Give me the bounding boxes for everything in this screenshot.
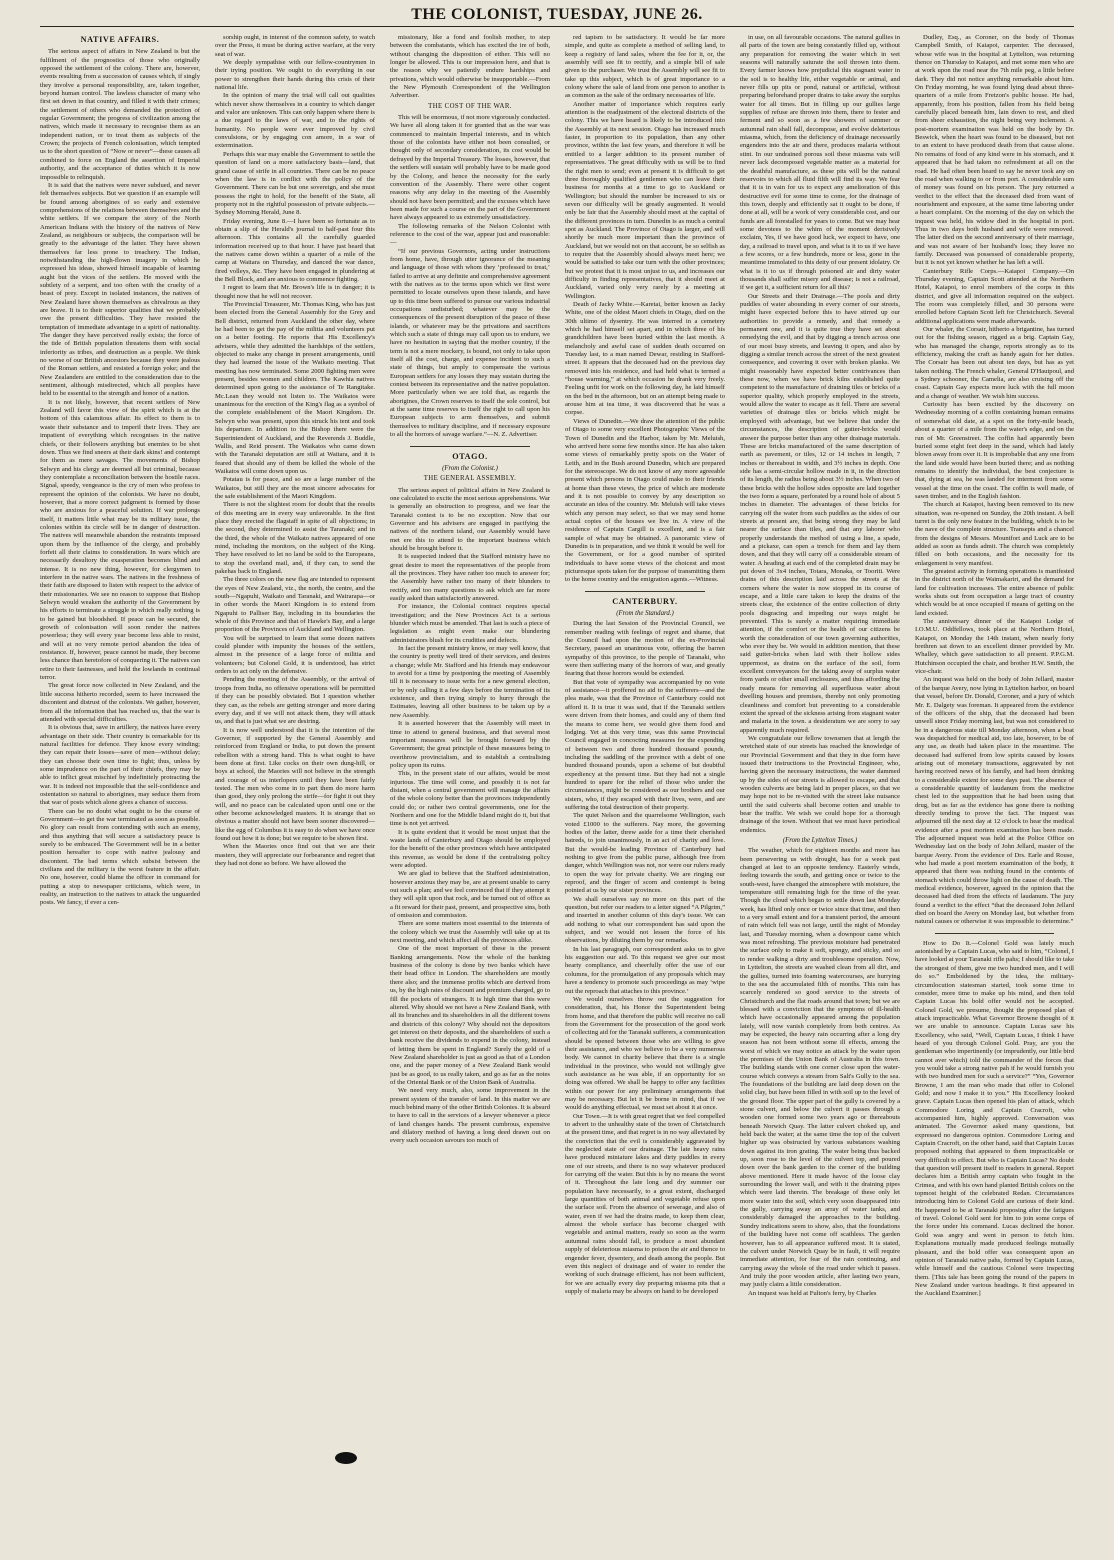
paragraph: We deeply sympathise with our fellow-countrymen in their trying position. We ought to do everything in our power to strengthen their hands during this crisis of their national life. — [215, 59, 375, 92]
ink-blot — [335, 1452, 357, 1464]
paragraph: How to Do It.—Colonel Gold was lately much astonished by a Captain Lucas, who said to him, “Colonel, I have looked at your Taranaki rifle pahs; I should like to take the strongest of them, give me two hundred men, and I will do so.” Emboldened by the idea, the military-circumlocution statesman started, took some time to consider, more time to make up his mind, and then told Captain Lucas his bold offer would not be accepted. Colonel Gold, we presume, thought the proposed plan of attack impracticable. What Governor Browne thought of it we are unable to announce. Captain Lucas saw his Excellency, who said, “Well, Captain Lucas, I think I have heard of you through Colonel Gold. Pray, are you the gentleman who impertinently (or imprudently, our little bird cannot aver which) told the commander of the forces that you would take a strong native pah if he would furnish you with two hundred men for such a service?” “Yes, Governor Browne, I am the man who made that offer to Colonel Gold; and now I make it to you.” His Excellency looked grave. Captain Lucas then opened his plan of attack, which Commodore Loring and Captain Cracroft, who accompanied him, highly approved. Conversation was animated. The Governor asked many questions, but expressed no dangerous opinion. Commodore Loring and Captain Cracroft, on the other hand, said that Captain Lucas proposed nothing that appeared to them impracticable or very difficult to effect. But who is Captain Lucas? No doubt that question will present itself to readers in general. Report declares him a British army captain who fought in the Crimea, and with his own hand planted British colors on the topmost height of the celebrated Redan. Circumstances introducing him to Colonel Gold are curious of their kind. He happened to be at Taranaki proposing after the fatigues of travel. Colonel Gold sent for him to join some corps of the force under his command. Lucas declined the honor. Gold was angry and went in person to fetch him. Explanations mutually made produced feelings mutually pleasant, and the bold offer was consequent upon an opinion of Taranaki native pahs, formed by Captain Lucas, while himself and the cautious Colonel were inspecting them. [This tale has been going the round of the papers in New Zealand under various headings. It first appeared in the Auckland Examiner.] — [915, 939, 1074, 1298]
paragraph: The quiet Nelson and the quarrelsome Wellington, each voted £1000 to the sufferers. Nay more, the governing bodies of the latter, threw aside for a time their cherished hatreds, to join unanimously, in an act of charity and love. But the would-be leading Province of Canterbury had nothing to give from the public purse, although free from danger, which Wellington was not, nor were our rulers ready to open the way for private charity. We are ringing our reproof, and the finger of scorn and contempt is being pointed at us by our sister provinces. — [565, 812, 725, 895]
paragraph: Our whaler, the Corsair, hitherto a brigantine, has turned out for the fishing season, rigged as a brig. Captain Gay, who has managed the change, reports strongly as to its efficiency, making the craft as handy again for her duties. The Corsair has been out about ten days, but has as yet taken nothing. The French whaler, General D'Hautpoul, and a Sydney schooner, the Camelia, are also cruising off the coast. Captain Gay expects more luck with the full moon and a change of weather. We wish him success. — [915, 326, 1074, 400]
paragraph: The great force now collected in New Zealand, and the little success hitherto recorded, seem to have increased the discontent and distrust of the colonists. We gather, however, from all the information that has reached us, that the war is attended with special difficulties. — [40, 682, 200, 723]
paragraph: One of the most important of these is the present Banking arrangements. Now the whole of the banking business of the colony is done by two banks which have their head office in London. The shareholders are mostly there also; and the immense profits which are derived from us, by the high rates of discount and premium charged, go to fill the pockets of strangers. It is high time that this were altered. Why should we not have a New Zealand Bank, with all its branches and its shareholders in all the different towns and districts of this colony? Why should not the depositors get interest on their deposits, and the shareholders of such a bank receive the dividends to expend in the colony, instead of letting them be spent in England? Surely the gold of a New Zealand shareholder is just as good as that of a London one, and the paper money of a New Zealand Bank would just be as good, to us really taken, and go as far as the notes of the Oriental Bank or of the Union Bank of Australia. — [390, 945, 550, 1086]
paragraph: It is quite evident that it would be most unjust that the waste lands of Canterbury and Otago should be employed for the benefit of the other provinces which have anticipated this revenue, as would be done if the centralising policy were adopted. — [390, 828, 550, 869]
paragraph: Curiosity has been excited by the discovery on Wednesday morning of a coffin containing human remains of somewhat old date, at a spot on the forty-mile beach, about a quarter of a mile from the water's edge, and on the run of Mr. Greenstreet. The coffin had apparently been buried some eight feet deep in the sand, which had lately blown away from over it. It is improbable that any one from the land side would have been buried there; and as nothing remains to identify the individual, the best conjecture is that, dying at sea, he was landed for interment from some vessel at the time on the coast. The coffin is well made, of sawn timber, and in the English fashion. — [915, 401, 1074, 500]
paragraph: In the opinion of many the trial will call out qualities which never show themselves in a country to which danger and valor are unknown. This can only happen where there is a due regard to the laws of war, and to the rights of humanity. No people were ever improved by civil convulsions, or by engaging con amore, in a war of extermination. — [215, 92, 375, 150]
paragraph: Perhaps this war may enable the Government to settle the question of land on a more satisfactory basis—land, that grand cause of strife in all countries. There can be no peace when the law is in conflict with the policy of the Government. There can be but one sovereign, and she must possess the right to hold, for the benefit of the State, all property not in the rightful possession of private subjects.—Sydney Morning Herald, June 8. — [215, 150, 375, 217]
columns — [40, 34, 1074, 1550]
paragraph: The serious aspect of political affairs in New Zealand is one calculated to excite the most serious apprehensions. War is generally an obstruction to progress, and we fear the Taranaki contest is to be no exception. Now that our Governor and his advisers are engaged in pacifying the natives of the northern island, our Assembly would have met ere this to attend to the important business which should be brought before it. — [390, 486, 550, 552]
column-4 — [565, 34, 725, 1550]
paragraph: For instance, the Colonial contract requires special investigation; and the New Provinces Act is a serious blunder which must be amended. That last is such a piece of legislation as might even make our blundering administrators blush for its crudities and defects. — [390, 603, 550, 644]
article-heading-otago: OTAGO. — [452, 451, 488, 461]
paragraph: It is said that the natives were never subdued, and never felt themselves subjects. But we question if an example will be found among aborigines of so early and extensive comprehensions of the relations between themselves and the white settlers. If we compare the story of the North American Indians with the history of the natives of New Zealand, as neighbours or subjects, the comparison will be greatly to the advantage of the latter. They have shown themselves far less prone to treachery. The Indian, notwithstanding the high-flown imagery in which he expressed his ideas, showed himself incapable of learning aught but the vices of the settlers. He moved with the subtlety of a serpent, and too often with the cruelty of a beast of prey. Except in isolated instances, the natives of New Zealand have shown themselves as chivalrous as they are brave. It is to their superior qualities that we probably owe the present difficulties. They have resisted the temptation of immediate advantage in a spirit of nationality. The danger they have perceived really exists; the force of the tide of British population threatens them with social inferiority as tribes, and destruction as a people. We think no worse of our British ancestors because they were jealous of the Roman settlers, and resisted a foreign yoke; and the New Zealanders are entitled to the consideration due to the sentiment, although misdirected, which all peoples have held to be essential to the strength and honor of a nation. — [40, 181, 200, 398]
paragraph: We are glad to believe that the Stafford administration, however anxious they may be, are at present unable to carry out such a plan; and we feel convinced that if they attempt it they will split upon that rock, and be turned out of office as a fit reward for their past, present, and prospective sins, both of omission and commission. — [390, 870, 550, 920]
paragraph: It is obvious that, save in artillery, the natives have every advantage on their side. Their country is remarkable for its natural facilities for defence. They know every winding; they can repair their losses—save of men—without delay; they can choose their own time to fight; thus, unless by some imprudence on the part of their chiefs, they may be able to inflict great mischief by indefinitely protracting the war. It is indeed not impossible that the self-confidence and ostentation so natural to aborigines, may seduce them from that war of posts which alone gives a chance of success. — [40, 724, 200, 807]
paragraph: missionary, like a fond and foolish mother, to step between the combatants, which has excited the ire of both, without changing the disposition of either. This will no longer be allowed. This is our impression here, and that is the reason why we patiently endure hardships and privations, which would otherwise be insupportable.—From the New Plymouth Correspondent of the Wellington Advertiser. — [390, 34, 550, 100]
masthead: THE COLONIST, TUESDAY, JUNE 26. — [40, 6, 1074, 27]
paragraph: It is suspected indeed that the Stafford ministry have no great desire to meet the representatives of the people from all the provinces. They have rather too much to answer for; the Assembly have rather too many of their blunders to rectify, and too many questions to ask which are far more easily asked than satisfactorily answered. — [390, 553, 550, 602]
paragraph: Our Town.—It is with great regret that we feel compelled to advert to the unhealthy state of the town of Christchurch at the present time, and that regret is in no way alleviated by the conviction that the evil is considerably aggravated by the neglected state of our drainage. The late heavy rains have produced miniature lakes and dirty puddles in every one of our streets, and there is no way whatever produced for carrying off the water. But this is by no means the worst of it. Throughout the late long and dry summer our population have necessarily, to a great extent, discharged large quantities of both animal and vegetable refuse upon the surface soil. From the absence of sewerage, and also of water, even if we had the drains made, to keep them clear, almost the whole surface has become charged with vegetable and animal matters, ready so soon as the warm autumnal rains should fall, to produce a most abundant supply of deleterious miasma to poison the air and thence to engender fever, dysentery, and death among the people. But even this neglect of drainage and of water to render the working of such drainage efficient, has not been sufficient, for we are actually every day preparing miasma pits that a supply of malaria may be always on hand to be developed — [565, 1112, 725, 1295]
paragraph: The Provincial Treasurer, Mr. Thomas King, who has just been elected from the General Assembly for the Grey and Bell district, returned from Auckland the other day, where he had been to get the pay of the militia and volunteers put on a better footing. He reports that His Excellency's advisers, while they admitted the hardships of the settlers, objected to make any change in present arrangements, until they had learned the issue of the Waikato meeting. That meeting has now terminated. Some 2000 fighting men were present, besides women and children. The Kawhia natives determined upon going to the assistance of Te Rangitake. Mc.Lean they would not listen to. The Waikatos were unanimous for the erection of the King's flag as a symbol of the complete establishment of the Maori Kingdom. Dr. Selwyn who was present, upon this struck his tent and took his departure. In addition to the Bishop there were the Superintendent of Auckland, and the Reverends J. Buddle, Wallis, and Reid present. The Waikatos who came down with the Taranaki deputation are still at Waitara, and it is feared that should any of them be killed the whole of the Waikatos will come down upon us. — [215, 301, 375, 475]
paragraph: You will be surprised to learn that some dozen natives could plunder with impunity the houses of the settlers, almost in the presence of a large force of militia and volunteers; but Colonel Gold, it is understood, has strict orders to act only on the defensive. — [215, 634, 375, 676]
paragraph: The anniversary dinner of the Kaiapoi Lodge of I.O.M.U. Oddfellows, took place at the Northern Hotel, Kaiapoi, on Monday the 14th instant, when nearly forty brethren sat down to an excellent dinner provided by Mr. Whalley, which gave satisfaction to all present. P.P.G.M. Hutchinson occupied the chair, and brother H.W. Smith, the vice-chair. — [915, 618, 1074, 676]
paragraph: Views of Dunedin.—We draw the attention of the public of Otago to some very excellent Photographic Views of the Town of Dunedin and the Harbor, taken by Mr. Meluish, who arrived here some few months since. He has also taken some views of remarkably pretty spots on the Water of Leith, and in the Bush around Dunedin, which are prepared for the stereoscope. We do not know of any more agreeable present which persons in Otago could make to their friends at home than these views, the price of which are moderate and it is not possible to convey by any description so accurate an idea of the country. Mr. Meluish will take views which any person may select, so that we may send home actual copies of the houses we live in. A view of the residence of Captain Cargill is excellent, and is a fair sample of what may be obtained. A panoramic view of Dunedin is in preparation, and we think it would be well for the Government, or for a good number of spirited individuals to have some views of the choicest and most picturesque spots taken for the purpose of transmitting them to the home country and the emigration agents.—Witness. — [565, 417, 725, 584]
section-separator — [935, 933, 1054, 934]
last-line: An inquest was held at Fulton's ferry, by Charles — [748, 1289, 877, 1297]
column-6 — [915, 34, 1074, 1550]
paragraph: It is not likely, however, that recent settlers of New Zealand will favor this view of the spirit which is at the bottom of this calamitous affair. Its effect to them is to waste their substance and to imperil their lives. They are impatient of everything which recognises in the native chiefs, or their followers anything but enemies to be shot down. Thus we find sneers at their dark skins! and contempt for them as mere savages. The movements of Bishop Selwyn and his clergy are deemed all but criminal, because they contemplate a reconciliation between the hostile races. Signal, speedy, vengeance is the cry of men who profess to represent the opinion of the colonists. We have no doubt, however, that a more correct judgment is formed by those who are anxious for a peaceful solution. If war prolongs itself, it matters little what may be its military issue, the colonies within its circle will be in danger of destruction. The natives will meanwhile abandon the restraints imposed upon them by the influence of the clergy, and probably forfeit all their claims to consideration. In wars which are necessarily desultory the exasperation becomes blind and intense. It is no new thing, however, for clergymen to interfere in the native wars. The natives in the freshness of their faith are disposed to listen with respect to the advice of their missionaries. We see no reason to suppose that Bishop Selwyn would weaken the authority of the Government by his efforts to terminate a struggle in which really nothing is to be gained but bloodshed. If peace can be secured, the growth of colonisation will soon render the natives powerless; they will every year become less able to resist, and will at no very remote period abandon the idea of resistance. If, however, peace cannot be made, they become less chance than heretofore of conquering it. The natives can retire to their fastnesses, and hold the lowlands in continual terror. — [40, 398, 200, 682]
column-5 — [740, 34, 900, 1550]
paragraph: The church at Kaiapoi, having been removed to its new situation, was re-opened on Sunday, the 20th instant. A bell turret is the only new feature in the building, which is to be the nave of the complete structure. Transepts and a chancel from the designs of Messrs. Mountfort and Luck are to be added as soon as funds admit. The church was completely filled on both occasions, and the necessity for its enlargement is very manifest. — [915, 501, 1074, 567]
section-title-cost-of-war: THE COST OF THE WAR. — [428, 102, 512, 110]
section-title-general-assembly: THE GENERAL ASSEMBLY. — [423, 475, 517, 483]
source-credit: (From the Colonist.) — [442, 464, 498, 472]
article-heading-native-affairs: NATIVE AFFAIRS. — [80, 35, 160, 44]
paragraph: During the last Session of the Provincial Council, we remember reading with feelings of regret and shame, that the Council had upon the motion of the ex-Provincial Secretary, passed an unanimous vote, offering the barren sympathy of this province, to the people of Taranaki, who were then suffering many of the horrors of war, and greatly fearing that those horrors would be extended. — [565, 620, 725, 678]
article-heading-canterbury: CANTERBURY. — [612, 596, 678, 606]
paragraph: Dudley, Esq., as Coroner, on the body of Thomas Campbell Smith, of Kaiapoi, carpenter. The deceased, whose wife was in the hospital at Lyttelton, was returning thence on Thursday to Kaiapoi, and met some men who are at work upon the road near the 7th mile peg, a little before dark. They did not notice anything remarkable about him. On Friday morning, he was found lying dead about three-quarters of a mile from Fretzon's public house. He had, apparently, from his position, fallen from his field being carefully placed beneath him, lain down to rest, and died from sheer exhaustion, the night being very inclement. A post-mortem examination was held on the body by Dr. Beswick, when the heart was found to be diseased, but not to an extent to have produced death from that cause alone. No remains of food of any kind were in his stomach, and it appeared that he had taken no refreshment at all on the road. He had often been heard to say he never took any on the road when walking to or from port. A considerable sum of money was found on his person. The jury returned a verdict to the effect that the deceased died from want of nourishment and exposure, at the same time laboring under a heart complaint. On the morning of the day on which the inquest was held, his widow died in the hospital in port. Thus in two days both husband and wife were removed. The latter died on the second anniversary of their marriage, and was not aware of her husband's loss; they leave no family. Deceased was possessed of considerable property, but it is not yet known whether he has left a will. — [915, 34, 1074, 267]
paragraph: Pending the meeting of the Assembly, or the arrival of troops from India, no offensive operations will be permitted if they can be possibly obviated. But I question whether they can, as the rebels are getting stronger and more daring every day, and if we will not attack them, they will attack us, and that is just what we are desiring. — [215, 676, 375, 726]
paragraph: Potatau is for peace, and so are a large number of the Waikatos, but still they are the most sincere advocates for the safe establishment of the Maori Kingdom. — [215, 476, 375, 500]
paragraph: In his last paragraph, our correspondent asks us to give his suggestion our aid. To this request we give our most hearty compliance, and cheerfully offer the use of our columns, for the promulgation of any proposals which may have a tendency to promote such proceedings as may ‘wipe out the reproach that attaches to this province.’ — [565, 945, 725, 995]
paragraph: sorship ought, in interest of the common safety, to watch over the Press, it must be during active warfare, at the very seat of war. — [215, 34, 375, 58]
paragraph: The following remarks of the Nelson Colonist with reference to the cost of the war, appear just and reasonable:— — [390, 222, 550, 247]
paragraph: There are some matters most essential to the interests of the colony which we trust the Assembly will take up at its next meeting, and which affect all the provinces alike. — [390, 920, 550, 945]
column-2 — [215, 34, 375, 1550]
section-separator — [585, 591, 705, 592]
paragraph: The serious aspect of affairs in New Zealand is but the fulfilment of the prognostics of those who originally opposed the settlement of the colony. There are, however, events resulting from a succession of causes which, if singly they involve a personal responsibility, are, taken together, beyond human control. The lawless character of many who first set down in that country, and filled it with their crimes; the settlement of others who demanded the protection of regular Government; the progress of civilization among the natives, which made it necessary to recognise them as an independent nation, or to treat them as subjects of the Crown; the projects of French colonisation, which tempted us to the short question of “Now or never”—these causes all combined to force on England the assertion of Imperial authority, and the acceptance of duties which it is now impossible to relinquish. — [40, 48, 200, 181]
paragraph: We shall ourselves say no more on this part of the question, but refer our readers to a letter signed “A Pilgrim,” and inserted in another column of this day's issue. We can add nothing to what our correspondent has said upon the subject, and we would not lessen the force of his observations, by diluting them by our remarks. — [565, 895, 725, 945]
paragraph: Our Streets and their Drainage.—The pools and dirty puddles of water abounding in every corner of our streets, might have expected before this to have stirred up our authorities to provide a remedy, and that remedy a permanent one, and it is quite true they have set about remedying the evil, and that by digging a trench across one of our most busy streets, and leaving it open, and also by digging a similar trench across the street of the next greatest consequence, and covering it over with broken planks. We might reasonably have expected better contrivances than these now, when we have brick kilns established quite competent to the manufacture of draining tiles or bricks of a superior quality, which properly employed in the streets, would allow the water to escape as it fell. There are several varieties of drainage tiles or bricks which might be employed with advantage, but we believe that under the circumstances, the description of gutter-bricks would answer the purpose better than any other drainage materials. These are bricks manufactured of the same description of earth as pavement, or tiles, 12 or 14 inches in length, 7 inches or thereabout in width, and 3½ inches in depth. One side has a semi-circular hollow made in it, in the direction of its length, the radius being about 3½ inches. When two of these bricks with the hollow sides opposite are laid together the two form a square, perforated by a round hole of about 5 inches in diameter. The advantages of these bricks for carrying off the water from such puddles as the sides of our streets at present are, that being strong they may be laid nearer the surface than tiles, and that any laborer who properly understands the method of using a line, a spade, and a pickaxe, can open a trench for them and lay them down, and that they will carry off a considerable stream of water. A heading at each end of the completed drain may be put down of 3x4 inches, Totara, Monaka, or Tooriti. Were drains of this description laid across the streets at the corners where the water is now stopped in its course of escape, and a little care taken to keep the drains of the streets clear, the existence of the entire collection of dirty pools disgracing and impeding our ways might be prevented. This is surely a matter requiring immediate attention, if the comfort or the health of our citizens be worth the consideration of our town governing authorities, who ever they be. We would in addition mention, that these said gutter-bricks when laid with their hollow sides uppermost, as drains on the surface of the soil, form excellent conveyances for the taking away of surplus water from yards or other small enclosures, and thus affording the ready means for removing all superfluous water about dwelling houses and premises, thereby not only promoting cleanliness and comfort but preventing to a considerable extent the spread of the sickness arising from stagnant water and malaria in the town. a desideratum we are sorry to say apparently much required. — [740, 292, 900, 734]
paragraph: “If our previous Governors, acting under instructions from home, have, through utter ignorance of the meaning and language of those with whom they ‘professed to treat,’ failed to arrive at any definite and comprehensive agreement with the natives as to the terms upon which we first were permitted to locate ourselves upon these islands, and have up to this time been suffered to pursue our various industrial occupations undisturbed; whatever may be the consequences of the present disruption of the peace of these islands, or whatever may be the privations and sacrifices which such a state of things may call upon us to endure, we have no hesitation in saying that the mother country, if the term is not a mere mockery, is bound, not only to take upon itself all the cost, charge, and expense incident to such a state of things, but amply to compensate the various European settlers for any losses they may sustain during the contest between its representative and the native population. More particularly when we are told that, as regards the aborigines, the Crown reserves to itself the sole control, but at the same time reserves to itself the right to call upon his European subjects to arm themselves, and submit themselves to military discipline, and if necessary exposure to all the horrors of savage warfare.”—N. Z. Advertiser. — [390, 247, 550, 439]
source-credit: (From the Standard.) — [616, 610, 674, 618]
column-1 — [40, 34, 200, 1550]
paragraph: There can be no doubt what ought to be the course of Government—to get the war terminated as soon as possible. No glory can result from contending with such an enemy, and thus anything that will secure a satisfactory peace is surely to be embraced. The Government will be in a better position hereafter to cope with native jealousy and discontent. The bad terms which subsist between the civilians and the military is the worst feature in the affair. No one, however, could blame the officer in command for putting a stop to newspaper criticisms, which were, in reality, an instruction to the natives to attack the unguarded posts. We fancy, if ever a cen- — [40, 807, 200, 907]
paragraph: There is not the slightest room for doubt that the results of this meeting are in every way unfavorable. In the first place they erected the flagstaff in spite of all objections; in the second, they determined to assist the Taranaki; and in the third, the whole of the Waikato natives appeared of one mind, including the monitors, on the subject of the King. They have resolved to let no land be sold to the Europeans, to stop the overland mail, and, if they can, to send the pakehas back to England. — [215, 501, 375, 575]
source-credit: (From the Lyttelton Times.) — [782, 837, 858, 844]
paragraph: This will be enormous, if not more vigorously conducted. We have all along taken it for granted that as the war was commenced to maintain Imperial interests, and in which those of the colonists have either not been consulted, or thought only of secondary consideration, its cost would be defrayed by the Imperial Treasury. The losses, however, that the settlers will sustain will probably have to be made good by the Colony, and hence the necessity for the early convention of the Assembly. There were other cogent reasons why any delay in the meeting of the Assembly should not have been permitted; and the excuses which have been made for such a course on the part of the Government have always appeared to us extremely unsatisfactory. — [390, 114, 550, 222]
paragraph: Canterbury Rifle Corps.—Kaiapoi Company.—On Thursday evening, Captain Scott attended at the Northern Hotel, Kaiapoi, to enrol members of the corps in this district, and give all information required on the subject. The room was completely filled, and 30 persons were enrolled before Captain Scott left for Christchurch. Several additional applications were made afterwards. — [915, 267, 1074, 325]
paragraph: red tapism to be satisfactory. It would be far more simple, and quite as complete a method of selling land, to keep a registry of land sales, where the fee for it, or, the assembly will see fit to rectify, and a simple bill of sale given to the purchaser. We trust the Assembly will see fit to take up this subject, which is of great importance to a colony where the sale of land from one person to another is as common as the sale of the ordinary necessaries of life. — [565, 34, 725, 100]
paragraph: Friday evening, June 8.—I have been so fortunate as to obtain a slip of the Herald's journal to half-past four this afternoon. This contains all the carefully guarded information received up to that hour. I have just heard that the natives came down within a quarter of a mile of the camp at Waitara on Thursday, and danced the war dance, fired volleys, &c. They have been engaged in plundering at the Bell Block, and are anxious to commence fighting. — [215, 217, 375, 283]
paragraph: We would ourselves throw out the suggestion for consideration, that, his Honor the Superintendent being from home, and that therefore the public will receive no call from the Government for the prosecution of the good work of collecting aid for the Taranaki sufferers, a communication should be opened between those who are willing to give their assistance, and who we believe to be a very numerous body. We cannot in charity believe that there is a single individual in the province, who would not willingly give such assistance as he was able, if an opportunity for so doing was offered. We shall be happy to offer any facilities within our power for any preliminary arrangements that may be necessary. But let it be borne in mind, that if we would do anything effectual, we must set about it at once. — [565, 995, 725, 1112]
paragraph: It is now well understood that it is the intention of the Governor, if supported by the General Assembly and reinforced from England or India, to put down the present rebellion with a strong hand. This is what ought to have been done at first. Like cocks on their own dung-hill, or boys at school, the Maories will not believe in the strength and courage of us interlopers until they have been fairly tested. The men who come in to part them do more harm than good, they only prolong the strife—for fight it out they will, and no peace can be calculated upon until one or the other become acknowledged masters. It is strange that so obvious a matter should not have been sooner discovered—like the egg of Columbus it is easy to do when we have once found out how it is done; but we require to be shown first. — [215, 726, 375, 842]
paragraph: in use, on all favourable occasions. The natural gullies in all parts of the town are being constantly filled up, without any preparation for removing the water which in wet seasons will naturally saturate the soil thrown into them. Every farmer knows how prejudicial this stagnant water in the soil is to healthy life, either vegetable or animal, and never fills up pits or pond, natural or artificial, without preparing beforehand proper drains to take away the surplus water for all times. But in filling up our gullies large supplies of refuse are thrown into them, there to fester and ferment and so soon as a few showers of summer or autumnal rain shall fall, decompose, and evolve deleterious miasma, which, from the deficiency of drainage necessarily engenders into the air and there, produces malaria without stint. In our undrained porous soil these miasma vats will never lack decomposed vegetable matter as a material for the deathful manufacture, as these pits will be the natural reservoirs to which all fluid filth will find its way. We fear that it is in vain for us to expect any amelioration of this destructive evil for some time to come, for the drainage of this town, deeply and efficiently sat it ought to be done, if done at all, will be a work of very considerable cost, and our funds are all forestalled for years to come. But we may hear some devotees to the whim of the moment derisively exclaim, Yes, if we have good luck, we expect to have, one day, a railroad to travel upon, and what is it to us if we have a few scores, or a few hundreds, more or less, gone in the meantime immolated to this deity of our present idolatry. Or what is it to us if through poisoned air and dirty water thousands shall suffer misery and disease; is not a railroad, if we get it, a sufficient return for all this? — [740, 34, 900, 292]
paragraph: In fact the present ministry know, or may well know, that the country is pretty well tired of their services, and desires a change; while Mr. Stafford and his friends may endeavour to avoid for a time by postponing the meeting of Assembly till it is necessary to issue writs for a new general election, or by only calling it a few days before the termination of its existence, and then trying simply to hurry through the Estimates, leaving all other business to be taken up by a new Assembly. — [390, 645, 550, 719]
paragraph: This, in the present state of our affairs, would be most injurious. The time will come, and possibly it is not far distant, when a central government will manage the affairs of the whole colony better than the provinces independently could do; or rather two central governments, one for the Northern and one for the Middle Island might do it, but that time is not yet arrived. — [390, 770, 550, 828]
section-separator — [410, 446, 530, 447]
paragraph: The three colors on the new flag are intended to represent the eyes of New Zealand, viz., the north, the centre, and the south—Ngapuhi, Waikato and Taranaki, and Wairarapa—or in other words the Maori Kingdom is to extend from Ngapuhi to Palliser Bay, including in its boundaries the whole of this Province and that of Hawke's Bay, and a large proportion of the Provinces of Auckland and Wellington. — [215, 576, 375, 634]
paragraph: An inquest was held on the body of John Jellard, master of the barque Avery, now lying in Lyttelton harbor, on board that vessel, before Dr. Donald, Coroner, and a jury of which Mr. E. Dalgety was foreman. It appeared from the evidence of the officers of the ship, that the deceased had been unwell since Friday morning last, but was not considered to be in a dangerous state till Monday afternoon, when a boat was despatched for medical aid, too late, however, to be of any use, as death had taken place in the meantime. The deceased had suffered from low spirits caused by losses arising out of monetary transactions, aggravated by not having received news of his family, and had been drinking to a considerable extent for some days past. The absence of a considerable quantity of laudanum from the medicine chest led to the supposition that he had been using that drug, but as far as the evidence has gone there is nothing directly tending to prove the fact. The inquest was adjourned till the next day at 12 o'clock to hear the medical evidence after a post mortem examination has been made. The adjourned inquest was held at the Police Office on Wednesday last on the body of John Jellard, master of the barque Avery. From the evidence of Drs. Earle and Rouse, who had made a post mortem examination of the body, it appeared that there was nothing found in the contents of stomach which could throw light on the cause of death. The medical evidence, however, agreed in the opinion that the deceased had died from the effects of laudanum. The jury found a verdict to the effect “that the deceased John Jellard died on board the Avery on Monday last, but whether from natural causes or otherwise it was impossible to determine.” — [915, 676, 1074, 926]
paragraph: When the Maories once find out that we are their masters, they will appreciate our forbearance and regret that they had not done so before. We have allowed the — [215, 843, 375, 868]
column-3 — [390, 34, 550, 1550]
paragraph: Another matter of importance which requires early attention is the readjustment of the electoral districts of the colony. This we have heard is likely to be introduced into the Assembly at its next session. Otago has increased much faster, in proportion to its population, than any other province, within the last few years, and therefore it will be entitled to a larger addition to its present number of representatives. The great difficulty with us will be to find the right men to send; even at present it is difficult to get three thoroughly qualified gentlemen who can leave their business for months at a time to go to Auckland or Wellington; but should the number be increased to six or seven our difficulty will be greatly augmented. It would only be fair that the Assembly should meet at the capital of the different provinces in turn. Dunedin is as much a central spot as Auckland. The Province of Otago is larger, and will shortly be much more important than the province of Auckland, but we would not on that account, be so selfish as to require that the Assembly should always meet here; we would be satisfied to take our turn with the other provinces; but we protest that it is most unjust to us, and increases our difficulty in finding representatives, that it should meet at Auckland, varied only very rarely by a meeting at Wellington. — [565, 100, 725, 300]
paragraph: The weather, which for eighteen months and more has been persevering us with drought, has for a week past changed at last to an opposite tendency. Easterly winds, feeling towards the south, and getting once or twice to the south-west, have changed the atmosphere with moisture, the temperature still remaining high for the time of the year. Though the cloud which began to settle down last Monday week, has lifted only once or twice since that time, and then to a very small extent and for a transient period, the amount of rain which fell was not large, until the night of Monday last, and Tuesday morning, when a downpour came which was most refreshing. The previous moisture had penetrated the surface only to make it soft, spongy, and sticky, and so to render walking a dirty and troublesome operation. Now, in Lyttelton, the streets are washed clean from all dirt, and the gullies, turned into foaming watercourses, are hurrying to the sea the accumulated filth of months. This rain has scarcely rendered so good service to the streets of Christchurch and the flat roads around that town; but we are blessed with a conviction that the symptoms of ill-health which have occasionally appeared among the population lately, will now vanish completely from both centres. As may be expected, the heavy rain occurring after a long dry season has not been without some ill effects, among the worst of which we may notice an attack by the water upon the premises of the Union Bank of Australia in this town. The building stands with one corner close upon the water-course which conveys a stream from Salt's Gully to the sea. The foundations of the building are laid deep down on the solid clay, but have been filled in with soil up to the level of the ground floor. The upper part of the gully is covered by a stone culvert, and below the culvert it passes through a wooden one formed some two years ago or thereabouts beneath Norwich Quay. The latter culvert choked up, and held back the water; at the same time the top of the culvert higher up was obstructed by various substances washing down against its iron grating. The water being thus backed up, soon rose to the level of the culvert top, and poured down over the bank garden to the corner of the building above mentioned. Here it made havoc of the loose clay surrounding the lower wall, and with it the draining pipes which were laid therein. The breakage of these only let more water into the soil, which very soon disappeared into the gully, carrying away an array of water tanks, and considerably damaged the approaches to the building. Sundry indications seem to show, also, that the foundations of the building have not come off scathless. The garden however, has to all appearance suffered most. It is stated, the culvert under Norwich Quay be in fault, it will require immediate attention, for fear of the rain continuing, and carrying away the whole of the road under which it passes. And truly the poor wooden article, after lasting two years, may justly claim a little consideration. — [740, 847, 900, 1289]
paragraph: I regret to learn that Mr. Brown's life is in danger; it is thought now that he will not recover. — [215, 284, 375, 300]
paragraph: We congratulate our fellow townsmen that at length the wretched state of our streets has reached the knowledge of our Provincial Government and that they in due form have issued their instructions to the Provincial Engineer, who, having given the necessary instructions, the water dammed up by the sides of our streets is allowed to escape, and that wooden culverts are being laid in proper places, so that we may hope not to be re-visited with the street lake nuisance until the said culverts shall become rotten and unable to bear the traffic. We wish we could hope for a thorough drainage of the town. Without that we must have periodical endemics. — [740, 734, 900, 834]
paragraph: The greatest activity in forming operations is manifested in the district north of the Waimakariri, and the demand for land for cultivation increases. The entire absence of public works shuts out from occupation a large tract of country which would be at once occupied if means of getting on the land existed. — [915, 568, 1074, 617]
paragraph: We need very much, also, some improvement in the present system of the transfer of land. In this matter we are much behind many of the other British Colonies. It is absurd to have to call in the services of a lawyer whenever a piece of land changes hands. The present cumbrous, expensive and dilatory method of having a long deed drawn out on every such occasion savours too much of — [390, 1087, 550, 1145]
paragraph: It is asserted however that the Assembly will meet in time to attend to general business, and that several most important measures will be brought forward by the Government; the great principle of these measures being to overthrow provincialism, and to establish a centralising policy upon its ruins. — [390, 720, 550, 769]
paragraph: Death of Jacky White.—Karetai, better known as Jacky White, one of the oldest Maori chiefs in Otago, died on the 30th ultimo of dysentry. He was interred in a cemetery which he had himself set apart, and in which three of his grandchildren have been buried within the last month. A melancholy and awful case of sudden death occurred on Tuesday last, to a man named Dewar, residing in Stafford-street. It appears that the deceased had on the previous day removed into his residence, and had held what is termed a “house warming,” at which occasion he drank very freely. Feeling unfit for work on the following day, he laid himself on the bed in the afternoon, but on an attempt being made to arouse him at tea time, it was discovered that he was a corpse. — [565, 301, 725, 417]
paragraph: But that vote of sympathy was accompanied by no vote of assistance—it proffered no aid to the sufferers—and the plea made, was that the Province of Canterbury could not afford it. It is true it was said, that if the Taranaki settlers were driven from their homes, and could any of them find the means to come here, we would give them food and lodging. Yet at this very time, was this same Provincial Council engaged in concocting measures for the expending of between two and three hundred thousand pounds, including the saddling of the province with a debt of one hundred thousand pounds, upon a scheme of but doubtful expediency at the present time. But they had not a single hundred to spare for the relief of those who under the circumstances, might be considered as our brothers and our sisters, who, if they escaped with their lives, were, and are suffering the total destruction of their property. — [565, 678, 725, 811]
